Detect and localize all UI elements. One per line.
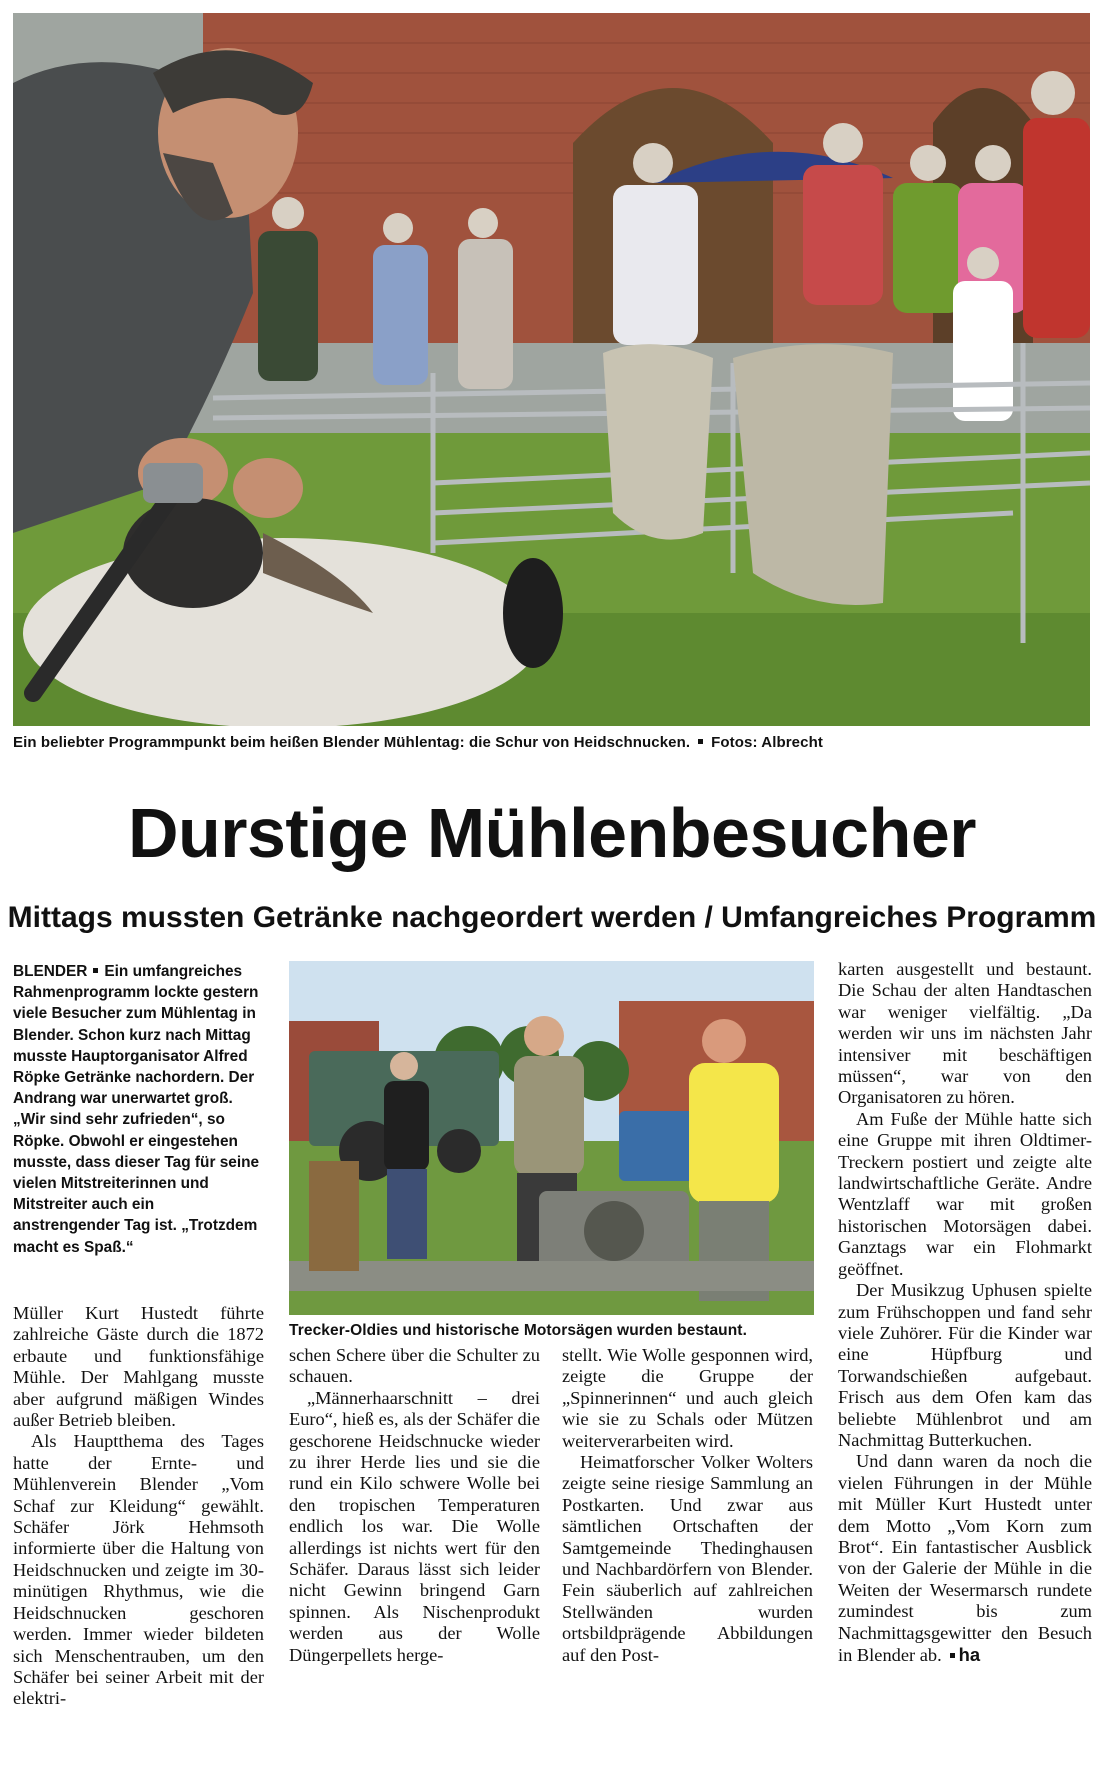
author-initials: ha	[958, 1644, 981, 1665]
article-column-2	[289, 1345, 540, 1666]
lead-paragraph	[13, 961, 263, 1258]
paragraph: Am Fuße der Mühle hatte sich eine Gruppe mit ihren Oldtimer-Treckern postiert und zeigte alte landwirtschaftliche Geräte. Andre Wentzlaff war mit großen historischen Motorsägen dabei. Ganztags war ein Flohmarkt geöffnet.	[838, 1108, 1092, 1279]
top-caption-text: Ein beliebter Programmpunkt beim heißen Blender Mühlentag: die Schur von Heidschnucken.	[13, 734, 691, 751]
paragraph: Als Hauptthema des Tages hatte der Ernte- und Mühlenverein Blender „Vom Schaf zur Kleidung“ gewählt. Schäfer Jörk Hehmsoth informierte über die Haltung von Heidschnucken und zeigte im 30-minütigen Rhythmus, wie die Heidschnucken geschoren werden. Immer wieder bildeten sich Menschentrauben, um den Schäfer bei seiner Arbeit mit der elektri-	[13, 1431, 264, 1709]
paragraph: stellt. Wie Wolle gesponnen wird, zeigte die Gruppe der „Spinnerinnen“ und auch gleich wie sie zu Schals oder Mützen weiterverarbeiten wird.	[562, 1345, 813, 1451]
bullet-square-icon	[93, 968, 98, 973]
subheadline: Mittags mussten Getränke nachgeordert werden / Umfangreiches Programm	[7, 901, 1097, 934]
sheep-shearing-illustration	[13, 13, 1090, 726]
sheep-shearing-photo	[13, 13, 1090, 726]
paragraph: schen Schere über die Schulter zu schauen.	[289, 1345, 540, 1387]
tractor-exhibition-illustration	[289, 961, 814, 1315]
closing-text: Und dann waren da noch die vielen Führungen in der Mühle mit Müller Kurt Hustedt unter dem Motto „Vom Korn zum Brot“. Ein fantastischer Ausblick von der Galerie der Mühle in die Weiten der Wesermarsch rundete zumindest bis zum Nachmittagsgewitter den Besuch in Blender ab.	[838, 1451, 1092, 1665]
paragraph: Heimatforscher Volker Wolters zeigte seine riesige Sammlung an Postkarten. Und zwar aus sämtlichen Ortschaften der Samtgemeinde Thedinghausen und Nachbardörfern von Blender. Fein säuberlich auf zahlreichen Stellwänden wurden ortsbildprägende Abbildungen auf den Post-	[562, 1452, 813, 1665]
middle-photo-caption	[289, 1322, 747, 1340]
middle-caption-text: Trecker-Oldies und historische Motorsägen wurden bestaunt.	[289, 1322, 747, 1339]
bullet-square-icon	[698, 739, 703, 744]
paragraph: karten ausgestellt und bestaunt. Die Schau der alten Handtaschen war weniger vielfältig. „Da werden wir uns im nächsten Jahr intensiver mit beschäftigen müssen“, war von den Organisatoren zu hören.	[838, 959, 1092, 1108]
paragraph	[838, 1451, 1092, 1666]
headline: Durstige Mühlenbesucher	[127, 794, 977, 872]
photo-credit: Fotos: Albrecht	[711, 734, 823, 751]
oldtimer-tractors-photo	[289, 961, 814, 1315]
top-photo-caption	[13, 734, 823, 751]
paragraph: Der Musikzug Uphusen spielte zum Frühschoppen und fand sehr viele Zuhörer. Für die Kinder war eine Hüpfburg und Torwandschießen aufgebaut. Frisch aus dem Ofen kam das beliebte Mühlenbrot und am Nachmittag Butterkuchen.	[838, 1280, 1092, 1450]
dateline: BLENDER	[13, 963, 88, 980]
paragraph: „Männerhaarschnitt – drei Euro“, hieß es, als der Schäfer die geschorene Heidschnucke wieder zu ihrer Herde lies und sie die rund ein Kilo schwere Wolle bei den tropischen Temperaturen endlich los war. Die Wolle allerdings ist nichts wert für den Schäfer. Daraus lässt sich leider nicht Gewinn bringend Garn spinnen. Als Nischenprodukt werden aus der Wolle Düngerpellets herge-	[289, 1387, 540, 1665]
article-column-1	[13, 1303, 264, 1710]
lead-text: Ein umfangreiches Rahmenprogramm lockte gestern viele Besucher zum Mühlentag in Blender. Schon kurz nach Mittag musste Hauptorganisator Alfred Röpke Getränke nachordern. Der Andrang war unerwartet groß. „Wir sind sehr zufrieden“, so Röpke. Obwohl er eingestehen musste, dass dieser Tag für seine vielen Mitstreiterinnen und Mitstreiter auch ein anstrengender Tag ist. „Trotzdem macht es Spaß.“	[13, 963, 260, 1256]
paragraph: Müller Kurt Hustedt führte zahlreiche Gäste durch die 1872 erbaute und funktionsfähige Mühle. Der Mahlgang musste aber aufgrund mäßigen Windes außer Betrieb bleiben.	[13, 1303, 264, 1431]
article-column-3	[562, 1345, 813, 1666]
end-square-icon	[950, 1653, 955, 1658]
article-column-4	[838, 959, 1092, 1666]
